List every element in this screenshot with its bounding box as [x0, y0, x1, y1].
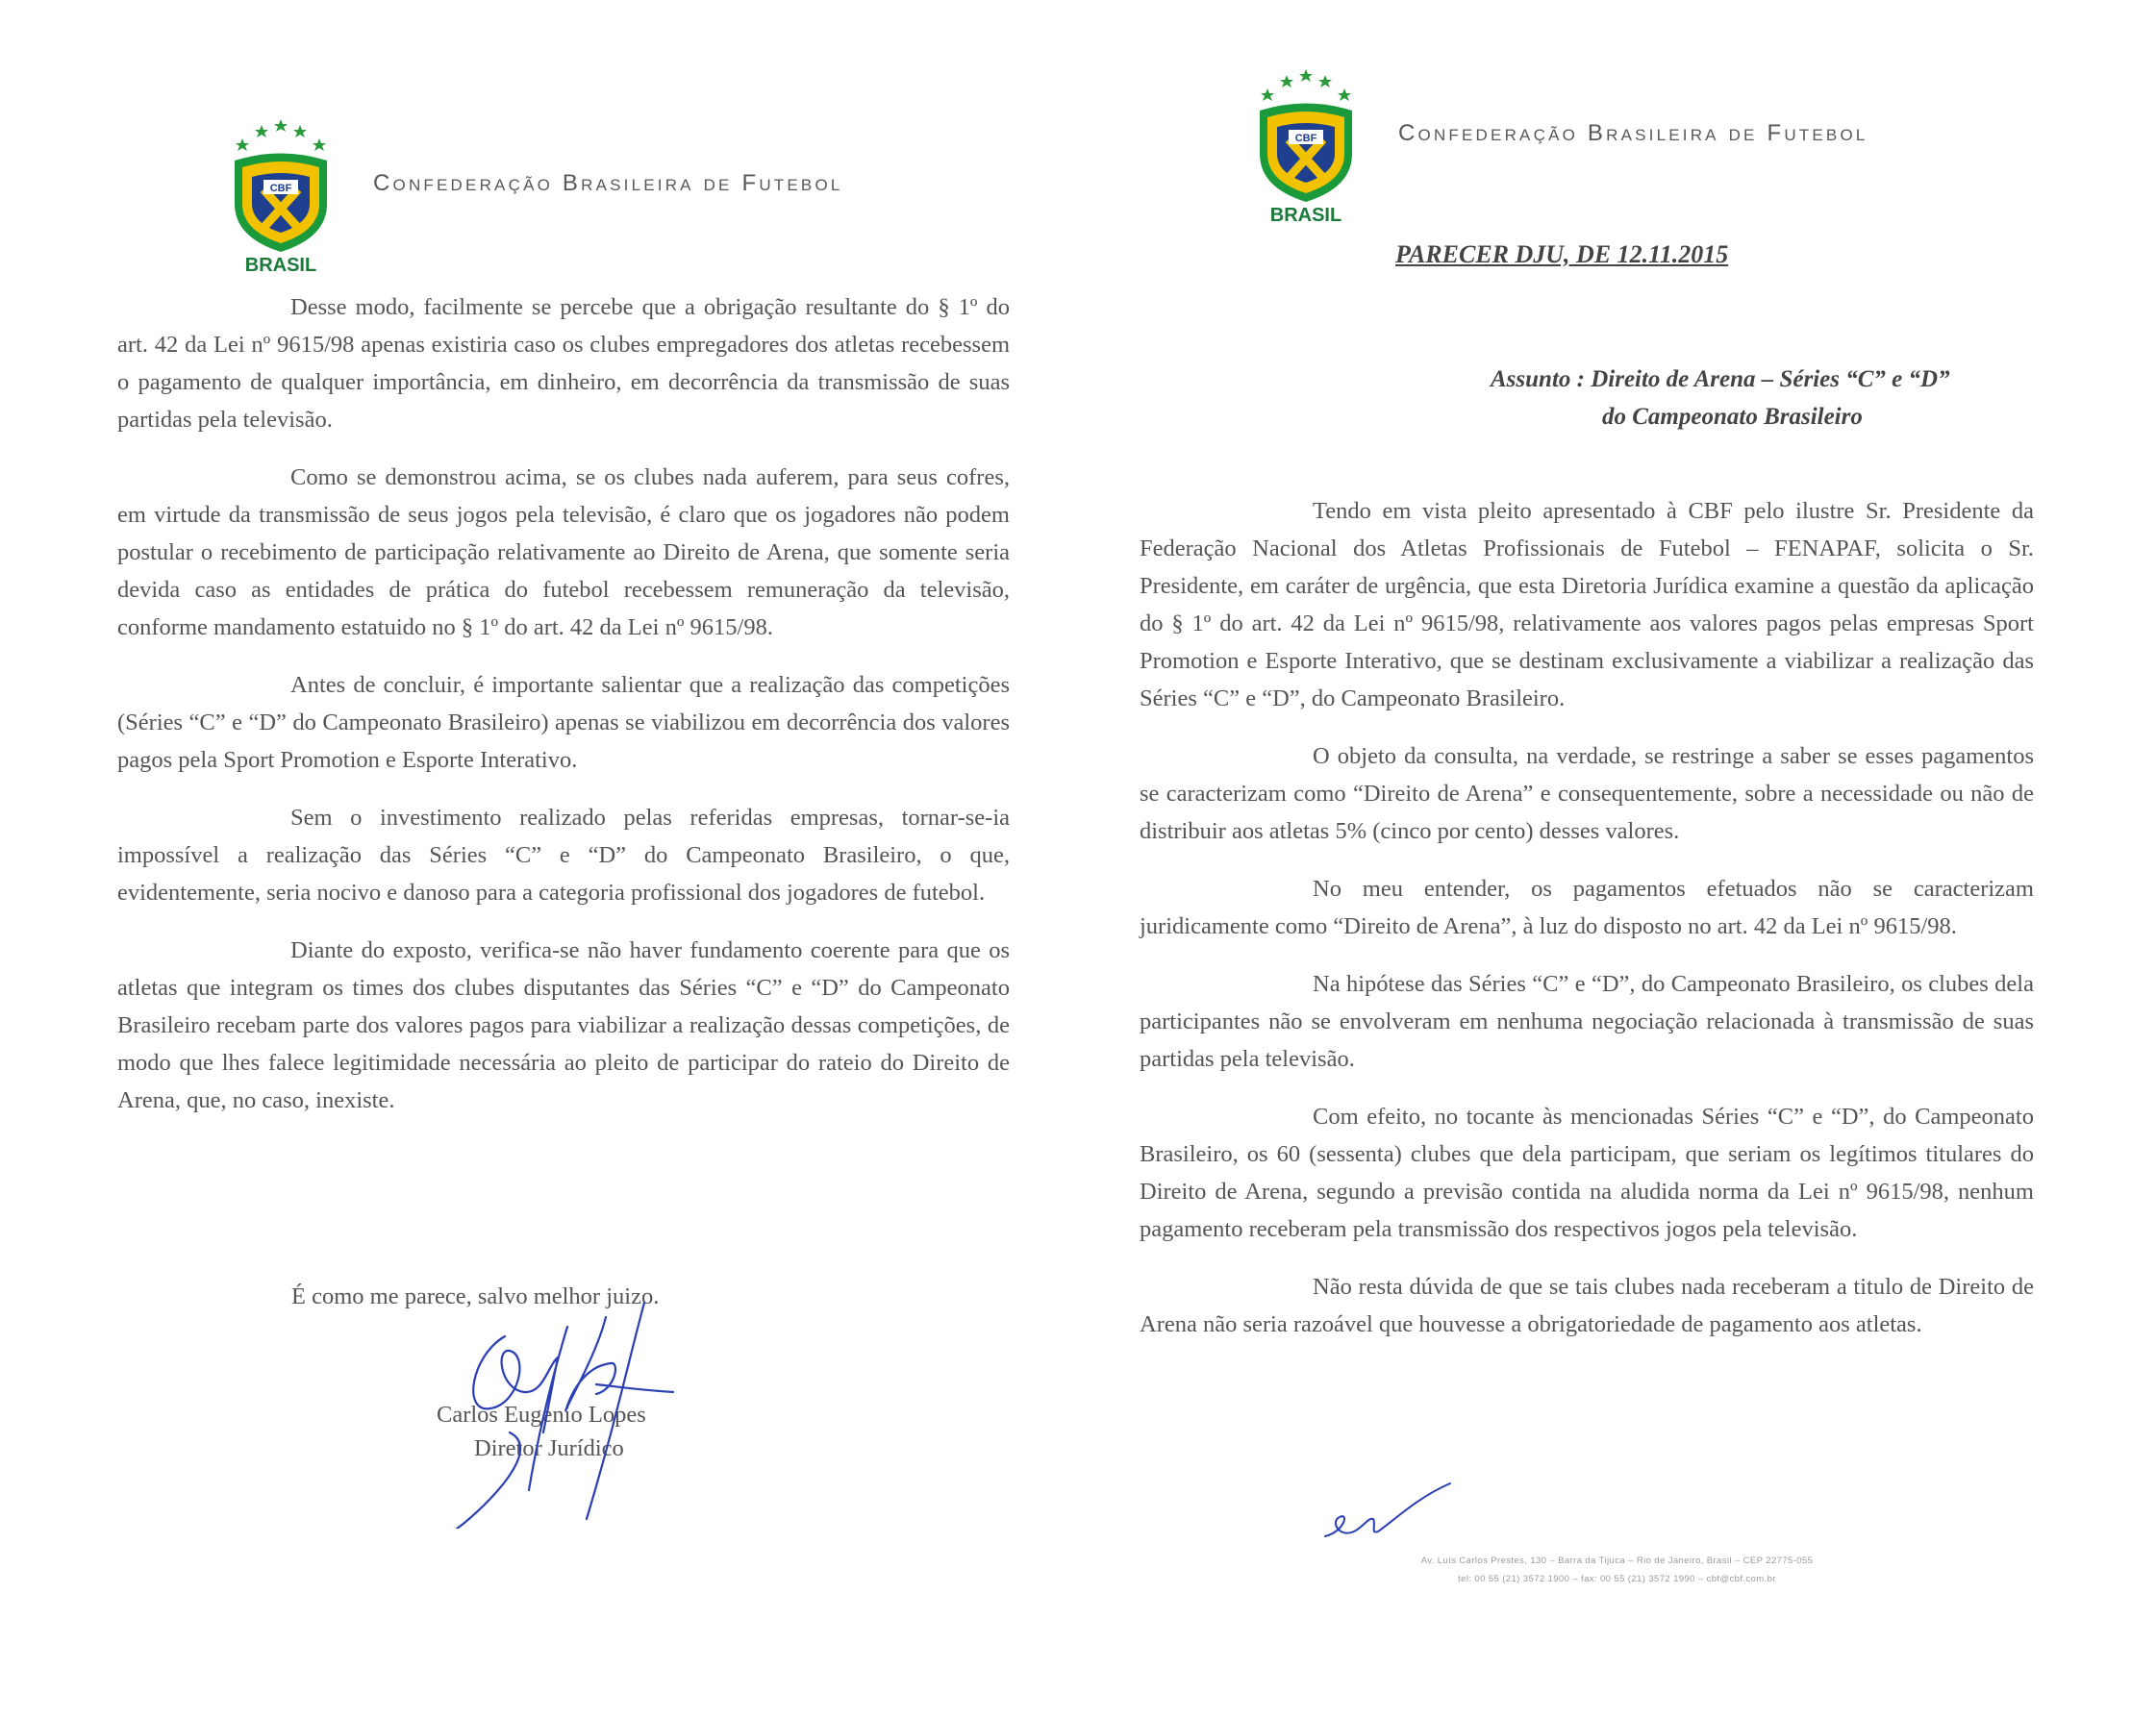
paragraph: Como se demonstrou acima, se os clubes nada auferem, para seus cofres, em virtude da transmissão de seus jogos pela televisão, é claro que os jogadores não podem postular o recebimento de participação relativamente ao Direito de Arena, que somente seria devida caso as entidades de prática do futebol recebessem remuneração da televisão, conforme mandamento estatuido no § 1º do art. 42 da Lei nº 9615/98.	[117, 464, 1010, 640]
signer-role: Diretor Jurídico	[474, 1435, 624, 1461]
paragraph: Diante do exposto, verifica-se não haver fundamento coerente para que os atletas que integram os times dos clubes disputantes das Séries “C” e “D” do Campeonato Brasileiro recebam parte dos valores pagos para viabilizar a realização dessas competições, de modo que lhes falece legitimidade necessária ao pleito de participar do rateio do Direito de Arena, que, no caso, inexiste.	[117, 937, 1010, 1113]
document-page-right	[1078, 0, 2156, 1718]
paragraph: Tendo em vista pleito apresentado à CBF pelo ilustre Sr. Presidente da Federação Nacional dos Atletas Profissionais de Futebol – FENAPAF, solicita o Sr. Presidente, em caráter de urgência, que esta Diretoria Jurídica examine a questão da aplicação do § 1º do art. 42 da Lei nº 9615/98, relativamente aos valores pagos pelas empresas Sport Promotion e Esporte Interativo, que se destinam exclusivamente a viabilizar a realização das Séries “C” e “D”, do Campeonato Brasileiro.	[1140, 498, 2034, 711]
letterhead	[229, 108, 843, 276]
initials-signature-icon	[1320, 1479, 1455, 1546]
paragraph: O objeto da consulta, na verdade, se restringe a saber se esses pagamentos se caracterizam como “Direito de Arena” e consequentemente, sobre a necessidade ou não de distribuir aos atletas 5% (cinco por cento) desses valores.	[1140, 743, 2034, 844]
paragraph: Com efeito, no tocante às mencionadas Séries “C” e “D”, do Campeonato Brasileiro, os 60 (sessenta) clubes que dela participam, que seriam os legítimos titulares do Direito de Arena, segundo a previsão contida na aludida norma da Lei nº 9615/98, nenhum pagamento receberam pela transmissão dos respectivos jogos pela televisão.	[1140, 1104, 2034, 1242]
subject-line-2: do Campeonato Brasileiro	[1602, 404, 1863, 430]
organization-name: Confederação Brasileira de Futebol	[1398, 119, 1868, 146]
body-text	[117, 288, 1010, 1139]
signer-name: Carlos Eugenio Lopes	[437, 1402, 646, 1428]
paragraph: Na hipótese das Séries “C” e “D”, do Campeonato Brasileiro, os clubes dela participantes não se envolveram em nenhuma negociação relacionada à transmissão de suas partidas pela televisão.	[1140, 971, 2034, 1072]
paragraph: Antes de concluir, é importante salientar que a realização das competições (Séries “C” e “D” do Campeonato Brasileiro) apenas se viabilizou em decorrência dos valores pagos pela Sport Promotion e Esporte Interativo.	[117, 672, 1010, 773]
cbf-crest-icon	[1254, 58, 1358, 226]
svg-text:BRASIL: BRASIL	[1269, 205, 1342, 226]
paragraph: Não resta dúvida de que se tais clubes nada receberam a titulo de Direito de Arena não seria razoável que houvesse a obrigatoriedade de pagamento aos atletas.	[1140, 1274, 2034, 1337]
signature-icon	[452, 1298, 721, 1529]
subject-line-1: Assunto : Direito de Arena – Séries “C” e “D”	[1491, 366, 1950, 392]
footer-address: Av. Luís Carlos Prestes, 130 – Barra da Tijuca – Rio de Janeiro, Brasil – CEP 22775-055	[1420, 1556, 1814, 1566]
closing-line: É como me parece, salvo melhor juizo.	[291, 1283, 660, 1309]
letterhead	[1254, 58, 1868, 226]
organization-name: Confederação Brasileira de Futebol	[373, 169, 843, 196]
footer-contact: tel: 00 55 (21) 3572 1900 – fax: 00 55 (21) 3572 1990 – cbf@cbf.com.br	[1458, 1574, 1776, 1584]
svg-text:BRASIL: BRASIL	[244, 255, 317, 276]
svg-text:CBF: CBF	[269, 183, 292, 194]
paragraph: No meu entender, os pagamentos efetuados não se caracterizam juridicamente como “Direito de Arena”, à luz do disposto no art. 42 da Lei nº 9615/98.	[1140, 876, 2034, 939]
subject-line	[1491, 361, 1950, 436]
document-page-left	[0, 0, 1067, 1718]
document-title: PARECER DJU, DE 12.11.2015	[1395, 240, 1729, 268]
body-text	[1140, 492, 2034, 1363]
svg-text:CBF: CBF	[1294, 133, 1317, 144]
paragraph: Desse modo, facilmente se percebe que a obrigação resultante do § 1º do art. 42 da Lei nº 9615/98 apenas existiria caso os clubes empregadores dos atletas recebessem o pagamento de qualquer importância, em dinheiro, em decorrência da transmissão de suas partidas pela televisão.	[117, 294, 1010, 433]
cbf-crest-icon	[229, 108, 333, 276]
paragraph: Sem o investimento realizado pelas referidas empresas, tornar-se-ia impossível a realização das Séries “C” e “D” do Campeonato Brasileiro, o que, evidentemente, seria nocivo e danoso para a categoria profissional dos jogadores de futebol.	[117, 805, 1010, 906]
